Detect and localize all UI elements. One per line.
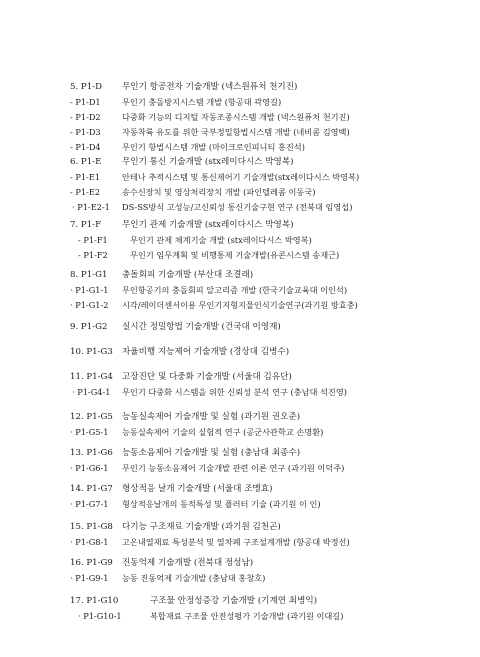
subtask-line — [0, 385, 480, 400]
task-code: 9. P1-G2 — [70, 322, 108, 332]
section-heading — [0, 482, 480, 497]
task-title: 복합재료 구조물 안전성평가 기술개발 (과기원 이대길) — [150, 611, 344, 621]
task-title: 무인기 관제 기술개발 (stx레이다시스 박영복) — [122, 220, 294, 230]
outline-section — [0, 218, 480, 263]
task-title: 무인기 통신 기술개발 (stx레이다시스 박영복) — [122, 157, 294, 167]
task-code: 15. P1-G8 — [70, 522, 113, 532]
outline-section — [0, 410, 480, 440]
task-code: 17. P1-G10 — [70, 596, 119, 606]
task-title: 무인기 충돌방지시스템 개발 (항공대 곽영길) — [122, 97, 282, 107]
task-title: 무인기 임무계획 및 비행통제 기술개발(유콘시스템 송재근) — [130, 250, 340, 260]
task-code: · P1-G4-1 — [72, 387, 111, 397]
task-title: 고온내열재료 특성분석 및 열차폐 구조설계개발 (항공대 박정선) — [122, 537, 350, 547]
outline-section — [0, 268, 480, 313]
task-title: 다기능 구조재료 기술개발 (과기원 김천곤) — [122, 522, 281, 532]
section-heading — [0, 594, 480, 609]
task-code: · P1-G1-1 — [70, 285, 109, 295]
task-code: 14. P1-G7 — [70, 484, 113, 494]
task-code: 16. P1-G9 — [70, 558, 113, 568]
task-code: - P1-D2 — [70, 112, 101, 122]
outline-section — [0, 594, 480, 624]
task-code: · P1-G6-1 — [70, 463, 109, 473]
task-title: 진동억제 기술개발 (전북대 정성남) — [122, 558, 254, 568]
outline-section — [0, 320, 480, 335]
task-code: 10. P1-G3 — [70, 347, 113, 357]
task-title: 무인항공기의 충돌회피 알고리즘 개발 (한국기술교육대 이인석) — [122, 285, 348, 295]
task-code: · P1-G5-1 — [70, 427, 109, 437]
task-title: 자율비행 지능제어 기술개발 (경상대 김병수) — [122, 347, 290, 357]
outline-section — [0, 556, 480, 586]
task-title: DS-SS방식 고성능/고신뢰성 통신기술구현 연구 (전북대 임영섭) — [122, 202, 353, 212]
outline-section — [0, 345, 480, 360]
task-code: · P1-G1-2 — [70, 300, 109, 310]
task-code: 13. P1-G6 — [70, 448, 113, 458]
task-title: 능동소음제어 기술개발 및 실험 (충남대 최종수) — [122, 448, 301, 458]
task-code: - P1-E1 — [70, 172, 101, 182]
task-title: 충돌회피 기술개발 (부산대 조결래) — [122, 270, 254, 280]
task-code: 8. P1-G1 — [70, 270, 108, 280]
task-title: 다중화 기능의 디지털 자동조종시스템 개발 (넥스원퓨처 천기진) — [122, 112, 350, 122]
subtask-line — [0, 283, 480, 298]
task-title: 무인기 다중화 시스템을 위한 신뢰성 분석 연구 (충남대 석진영) — [122, 387, 347, 397]
subtask-line — [0, 609, 480, 624]
task-code: 11. P1-G4 — [70, 372, 113, 382]
task-title: 능동실속제어 기술의 실험적 연구 (공군사관학교 손명환) — [122, 427, 324, 437]
section-heading — [0, 446, 480, 461]
task-code: · P1-E2-1 — [72, 202, 110, 212]
task-title: 무인기 능동소음제어 기술개발 관련 이론 연구 (과기원 이덕주) — [122, 463, 345, 473]
subtask-line — [0, 497, 480, 512]
section-heading — [0, 320, 480, 335]
section-heading — [0, 345, 480, 360]
subtask-line — [0, 125, 480, 140]
task-title: 무인기 관제 체계기술 개발 (stx레이다시스 박영복) — [130, 235, 312, 245]
task-title: 능동실속제어 기술개발 및 실험 (과기원 권오준) — [122, 412, 301, 422]
task-title: 고장진단 및 다중화 기술개발 (서울대 김유단) — [122, 372, 292, 382]
outline-section — [0, 370, 480, 400]
task-title: 구조물 안정성증강 기술개발 (기계연 최병익) — [150, 596, 318, 606]
section-heading — [0, 80, 480, 95]
outline-section — [0, 446, 480, 476]
section-heading — [0, 410, 480, 425]
subtask-line — [0, 425, 480, 440]
subtask-line — [0, 200, 480, 215]
task-code: - P1-F1 — [78, 235, 108, 245]
subtask-line — [0, 571, 480, 586]
task-title: 무인기 항공전자 기술개발 (넥스원퓨처 천기진) — [122, 82, 298, 92]
task-code: - P1-D4 — [70, 142, 101, 152]
task-title: 능동 진동억제 기술개발 (충남대 홍창호) — [122, 573, 266, 583]
task-code: · P1-G7-1 — [70, 499, 109, 509]
task-title: 실시간 정밀항법 기술개발 (건국대 이영재) — [122, 322, 281, 332]
task-code: - P1-D1 — [70, 97, 101, 107]
task-code: 12. P1-G5 — [70, 412, 113, 422]
outline-section — [0, 155, 480, 215]
task-title: 자동착륙 유도를 위한 국부정밀항법시스템 개발 (네비콤 김영백) — [122, 127, 350, 137]
subtask-line — [0, 140, 480, 155]
section-heading — [0, 155, 480, 170]
outline-section — [0, 80, 480, 155]
subtask-line — [0, 233, 480, 248]
task-title: 송수신장치 및 영상처리장치 개발 (파인텔레콤 이동국) — [122, 187, 316, 197]
task-code: · P1-G10-1 — [78, 611, 122, 621]
subtask-line — [0, 248, 480, 263]
section-heading — [0, 218, 480, 233]
task-title: 안테나 추적시스템 및 통신제어기 기술개발(stx레이다시스 박영복) — [122, 172, 360, 182]
task-code: 5. P1-D — [70, 82, 102, 92]
task-code: - P1-E2 — [70, 187, 101, 197]
task-title: 형상적응 날개 기술개발 (서울대 조맹효) — [122, 484, 273, 494]
task-code: · P1-G8-1 — [70, 537, 109, 547]
task-code: 7. P1-F — [70, 220, 102, 230]
task-code: 6. P1-E — [70, 157, 102, 167]
subtask-line — [0, 95, 480, 110]
subtask-line — [0, 185, 480, 200]
task-title: 무인기 항법시스템 개발 (마이크로인피니티 홍진석) — [122, 142, 305, 152]
section-heading — [0, 556, 480, 571]
outline-section — [0, 520, 480, 550]
outline-section — [0, 482, 480, 512]
task-title: 시각/레이더센서이용 무인기지형지물인식기술연구(과기원 방효충) — [122, 300, 358, 310]
task-code: - P1-D3 — [70, 127, 101, 137]
subtask-line — [0, 535, 480, 550]
section-heading — [0, 520, 480, 535]
subtask-line — [0, 110, 480, 125]
task-code: - P1-F2 — [78, 250, 108, 260]
section-heading — [0, 268, 480, 283]
subtask-line — [0, 170, 480, 185]
task-code: · P1-G9-1 — [70, 573, 109, 583]
task-title: 형상적응날개의 동적특성 및 플러터 기술 (과기원 이 인) — [122, 499, 321, 509]
section-heading — [0, 370, 480, 385]
subtask-line — [0, 461, 480, 476]
subtask-line — [0, 298, 480, 313]
